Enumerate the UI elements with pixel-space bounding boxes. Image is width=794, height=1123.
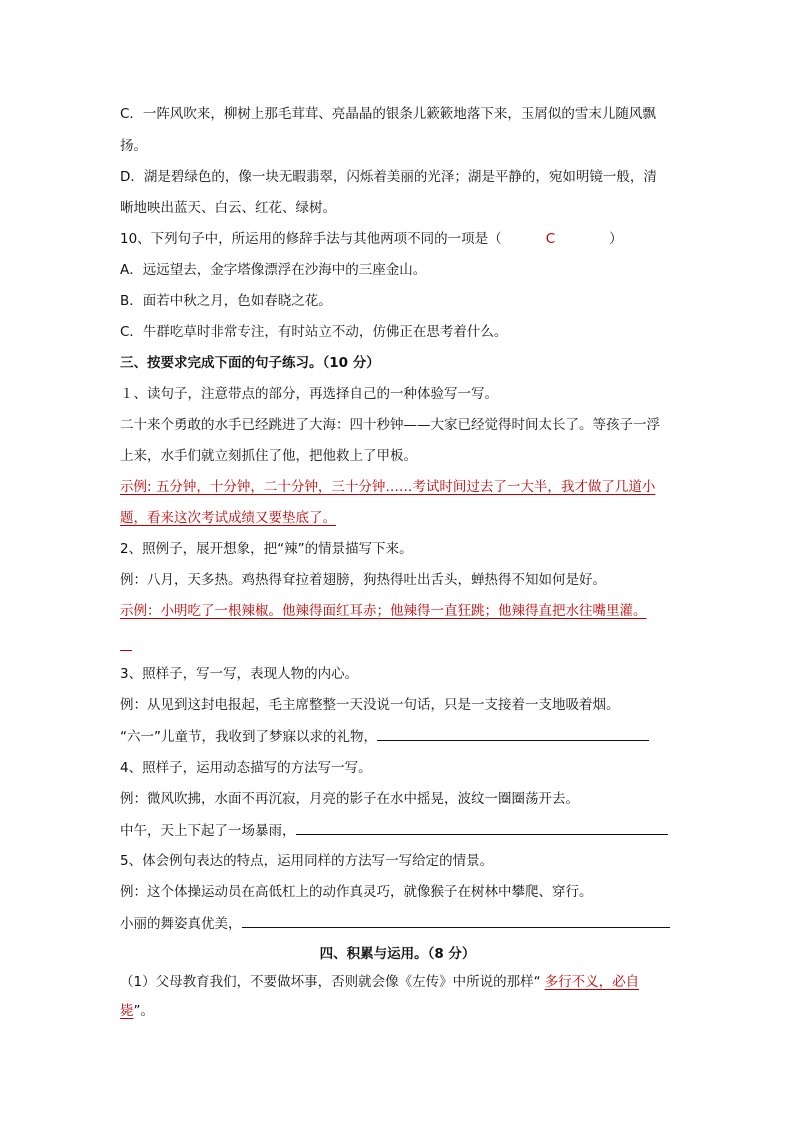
section-4-question-1-answer-end: 毙: [120, 1003, 134, 1019]
item-2-answer-text: 示例：小明吃了一根辣椒。他辣得面红耳赤；他辣得一直狂跳；他辣得直把水往嘴里灌。: [120, 603, 647, 619]
item-5-question: [120, 913, 680, 934]
item-4-question: [120, 820, 680, 841]
section-4-question-1-line1: [120, 972, 680, 992]
item-1-prompt: １、读句子，注意带点的部分，再选择自己的一种体验写一写。: [120, 386, 498, 402]
question-10-close: ）: [609, 231, 623, 247]
item-3-prompt: 3、照样子，写一写，表现人物的内心。: [120, 666, 359, 682]
item-4-example: 例：微风吹拂，水面不再沉寂，月亮的影子在水中摇晃，波纹一圈圈荡开去。: [120, 791, 579, 807]
option-c-line1: C．一阵风吹来，柳树上那毛茸茸、亮晶晶的银条儿簌簌地落下来，玉屑似的雪末儿随风飘: [120, 106, 656, 122]
option-d-line2: 晰地映出蓝天、白云、红花、绿树。: [120, 200, 336, 216]
question-10-option-b: B．面若中秋之月，色如春晓之花。: [120, 293, 332, 309]
item-1-text-line1: 二十来个勇敢的水手已经跳进了大海：四十秒钟——大家已经觉得时间太长了。等孩子一浮: [120, 417, 660, 433]
item-1-answer-text2: 题，看来这次考试成绩又要垫底了。: [120, 510, 336, 526]
option-d-line1: D．湖是碧绿色的，像一块无暇翡翠，闪烁着美丽的光泽；湖是平静的，宛如明镜一般，清: [120, 169, 657, 185]
option-c-line2: 扬。: [120, 138, 147, 154]
section-4-question-1-line2: [120, 1001, 680, 1021]
item-1-answer-line2: [120, 508, 680, 528]
item-2-example: 例：八月，天多热。鸡热得耷拉着翅膀，狗热得吐出舌头，蝉热得不知如何是好。: [120, 572, 606, 588]
item-5-answer-blank[interactable]: [242, 913, 670, 928]
item-5-prompt: 5、体会例句表达的特点，运用同样的方法写一写给定的情景。: [120, 853, 494, 869]
section-4-question-1-close: ”。: [133, 1003, 154, 1019]
item-4-answer-blank[interactable]: [296, 820, 668, 835]
item-3-question: [120, 726, 680, 747]
item-3-answer-blank[interactable]: [377, 726, 649, 741]
item-3-example: 例：从见到这封电报起，毛主席整整一天没说一句话，只是一支接着一支地吸着烟。: [120, 697, 620, 713]
question-10-option-c: C．牛群吃草时非常专注，有时站立不动，仿佛正在思考着什么。: [120, 324, 508, 340]
item-1-answer-text1: 示例: 五分钟，十分钟，二十分钟，三十分钟……考试时间过去了一大半，我才做了几道小: [120, 479, 656, 495]
section-4-question-1-text: （1）父母教育我们，不要做坏事，否则就会像《左传》中所说的那样“: [120, 974, 541, 990]
item-1-answer-line1: [120, 477, 680, 497]
answer-underline-stub: [120, 650, 132, 651]
item-5-question-text: 小丽的舞姿真优美，: [120, 916, 242, 932]
question-10-answer: C: [545, 231, 556, 247]
item-4-question-text: 中午，天上下起了一场暴雨，: [120, 823, 296, 839]
item-2-prompt: 2、照例子，展开想象，把“辣”的情景描写下来。: [120, 541, 413, 557]
item-5-example: 例：这个体操运动员在高低杠上的动作真灵巧，就像猴子在树林中攀爬、穿行。: [120, 884, 593, 900]
section-4-heading: 四、积累与运用。（8 分）: [319, 946, 476, 962]
item-1-text-line2: 上来，水手们就立刻抓住了他，把他救上了甲板。: [120, 448, 417, 464]
question-10-option-a: A．远远望去，金字塔像漂浮在沙海中的三座金山。: [120, 262, 427, 278]
section-4-question-1-answer: 多行不义，必自: [544, 974, 640, 990]
question-10-text: 10、下列句子中，所运用的修辞手法与其他两项不同的一项是（: [120, 231, 502, 247]
section-3-heading: 三、按要求完成下面的句子练习。（10 分）: [120, 355, 380, 371]
item-2-answer: [120, 601, 680, 621]
item-4-prompt: 4、照样子，运用动态描写的方法写一写。: [120, 760, 372, 776]
item-3-question-text: “六一”儿童节，我收到了梦寐以求的礼物，: [120, 729, 377, 745]
question-10: [120, 229, 680, 249]
